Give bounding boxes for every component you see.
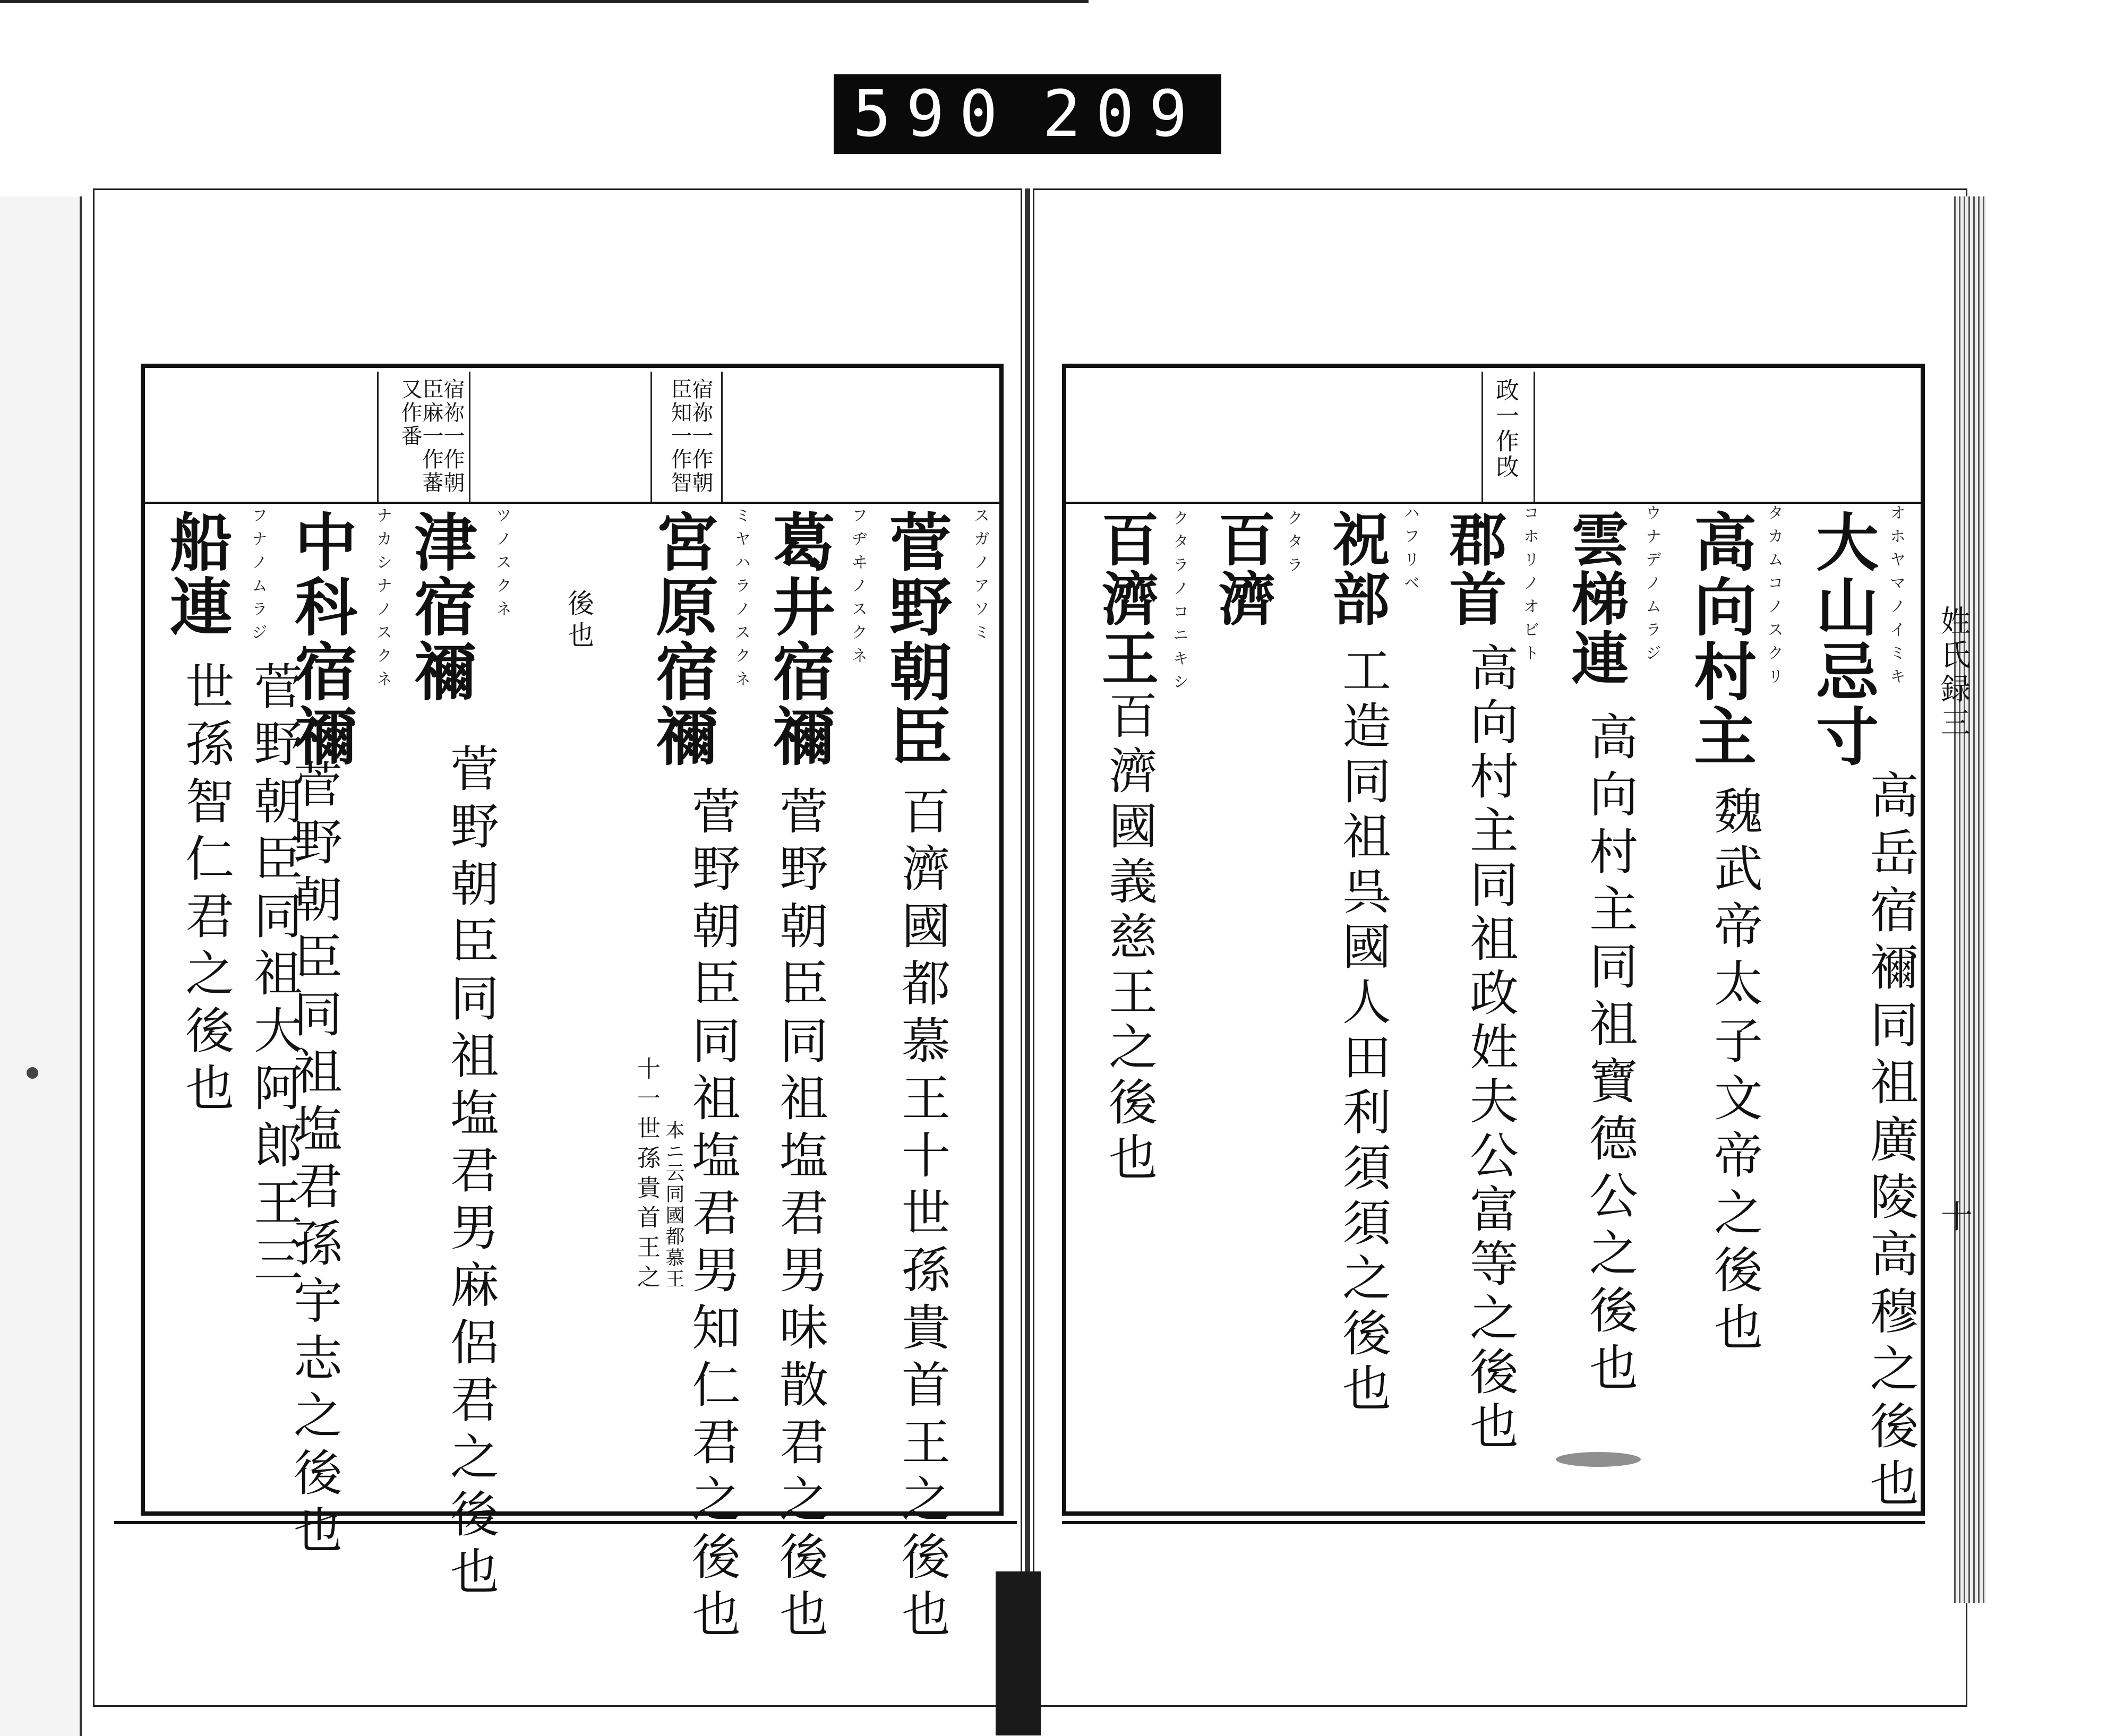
inline-note: 本ニ云同國都慕王 bbox=[663, 1120, 684, 1290]
film-number-left: 590 bbox=[853, 77, 1013, 151]
furigana: ハフリベ bbox=[1401, 504, 1419, 598]
entry-text: 工造同祖呉國人田利須須之後也 bbox=[1334, 645, 1391, 1418]
furigana: クタラ bbox=[1284, 510, 1303, 580]
furigana: フヂヰノスクネ bbox=[849, 507, 867, 671]
left-frame-baseline bbox=[114, 1521, 1017, 1524]
entry-heading: 雲梯連 bbox=[1562, 510, 1629, 688]
microfilm-label bbox=[834, 74, 1221, 154]
left-margin-note-1: 宿祢一作朝臣知一作智 bbox=[667, 378, 713, 495]
running-header: 姓氏録三 bbox=[1936, 605, 1971, 741]
book-gutter bbox=[1025, 188, 1030, 1707]
furigana: スガノアソミ bbox=[971, 507, 989, 647]
entry-heading: 宮原宿禰 bbox=[645, 510, 719, 769]
page-stack-edge bbox=[1954, 196, 1986, 1603]
loose-note: 後也 bbox=[563, 589, 594, 653]
right-margin-divider bbox=[1066, 502, 1921, 504]
entry-heading: 百濟 bbox=[1209, 510, 1275, 629]
furigana: ウナデノムラジ bbox=[1642, 504, 1661, 668]
entry-text: 菅野朝臣同祖塩君男知仁君之後也 bbox=[684, 786, 741, 1646]
furigana: ナカシナノスクネ bbox=[373, 507, 392, 694]
previous-page-edge bbox=[0, 196, 82, 1736]
ink-spot bbox=[27, 1067, 38, 1079]
furigana: タカムコノスクリ bbox=[1765, 504, 1783, 691]
entry-text: 魏武帝太子文帝之後也 bbox=[1706, 786, 1763, 1359]
entry-text: 百濟國義慈王之後也 bbox=[1101, 690, 1158, 1187]
furigana: オホヤマノイミキ bbox=[1887, 504, 1905, 691]
film-number-right: 209 bbox=[1042, 77, 1202, 151]
entry-heading: 津宿禰 bbox=[404, 510, 477, 704]
left-margin-divider bbox=[145, 502, 1000, 504]
entry-heading: 大山忌寸 bbox=[1805, 510, 1879, 769]
furigana: ミヤハラノスクネ bbox=[732, 507, 750, 694]
entry-text: 高向村主同祖寶德公之後也 bbox=[1581, 711, 1638, 1399]
entry-text: 百濟國都慕王十世孫貴首王之後也 bbox=[894, 786, 950, 1646]
right-margin-note: 政一作攺 bbox=[1492, 378, 1519, 480]
top-edge-line bbox=[0, 0, 1089, 3]
entry-text: 菅野朝臣同祖塩君男麻侶君之後也 bbox=[442, 743, 499, 1603]
book-spine-shadow bbox=[996, 1571, 1041, 1735]
furigana: コホリノオビト bbox=[1520, 504, 1539, 668]
entry-heading: 郡首 bbox=[1440, 510, 1506, 629]
entry-heading: 船連 bbox=[159, 510, 233, 639]
furigana: ツノスクネ bbox=[493, 507, 511, 624]
entry-text: 菅野朝臣同祖塩君男味散君之後也 bbox=[772, 786, 828, 1646]
ink-smudge bbox=[1556, 1452, 1641, 1467]
entry-heading: 菅野朝臣 bbox=[879, 510, 953, 769]
entry-text: 菅野朝臣同祖塩君孫宇志之後也 bbox=[286, 759, 342, 1562]
page-number: 十 bbox=[1935, 1200, 1973, 1237]
entry-note: 十一世孫貴首王之 bbox=[633, 1056, 660, 1294]
left-margin-note-2: 宿祢一作朝臣麻一作蕃又作番 bbox=[398, 378, 465, 495]
right-frame-baseline bbox=[1062, 1521, 1925, 1524]
entry-text: 高向村主同祖政姓夫公富等之後也 bbox=[1462, 642, 1519, 1455]
entry-heading: 高向村主 bbox=[1683, 510, 1757, 769]
furigana: フナノムラジ bbox=[249, 507, 267, 647]
entry-heading: 祝部 bbox=[1323, 510, 1390, 629]
entry-text: 菅野朝臣同祖大阿郎王三世孫智仁君之後也 bbox=[177, 661, 303, 1292]
entry-heading: 百濟王 bbox=[1092, 510, 1159, 688]
entry-heading: 葛井宿禰 bbox=[762, 510, 836, 769]
furigana: クタラノコニキシ bbox=[1170, 510, 1188, 697]
entry-heading: 中科宿禰 bbox=[284, 510, 358, 769]
entry-text: 高岳宿禰同祖廣陵高穆之後也 bbox=[1862, 770, 1919, 1515]
